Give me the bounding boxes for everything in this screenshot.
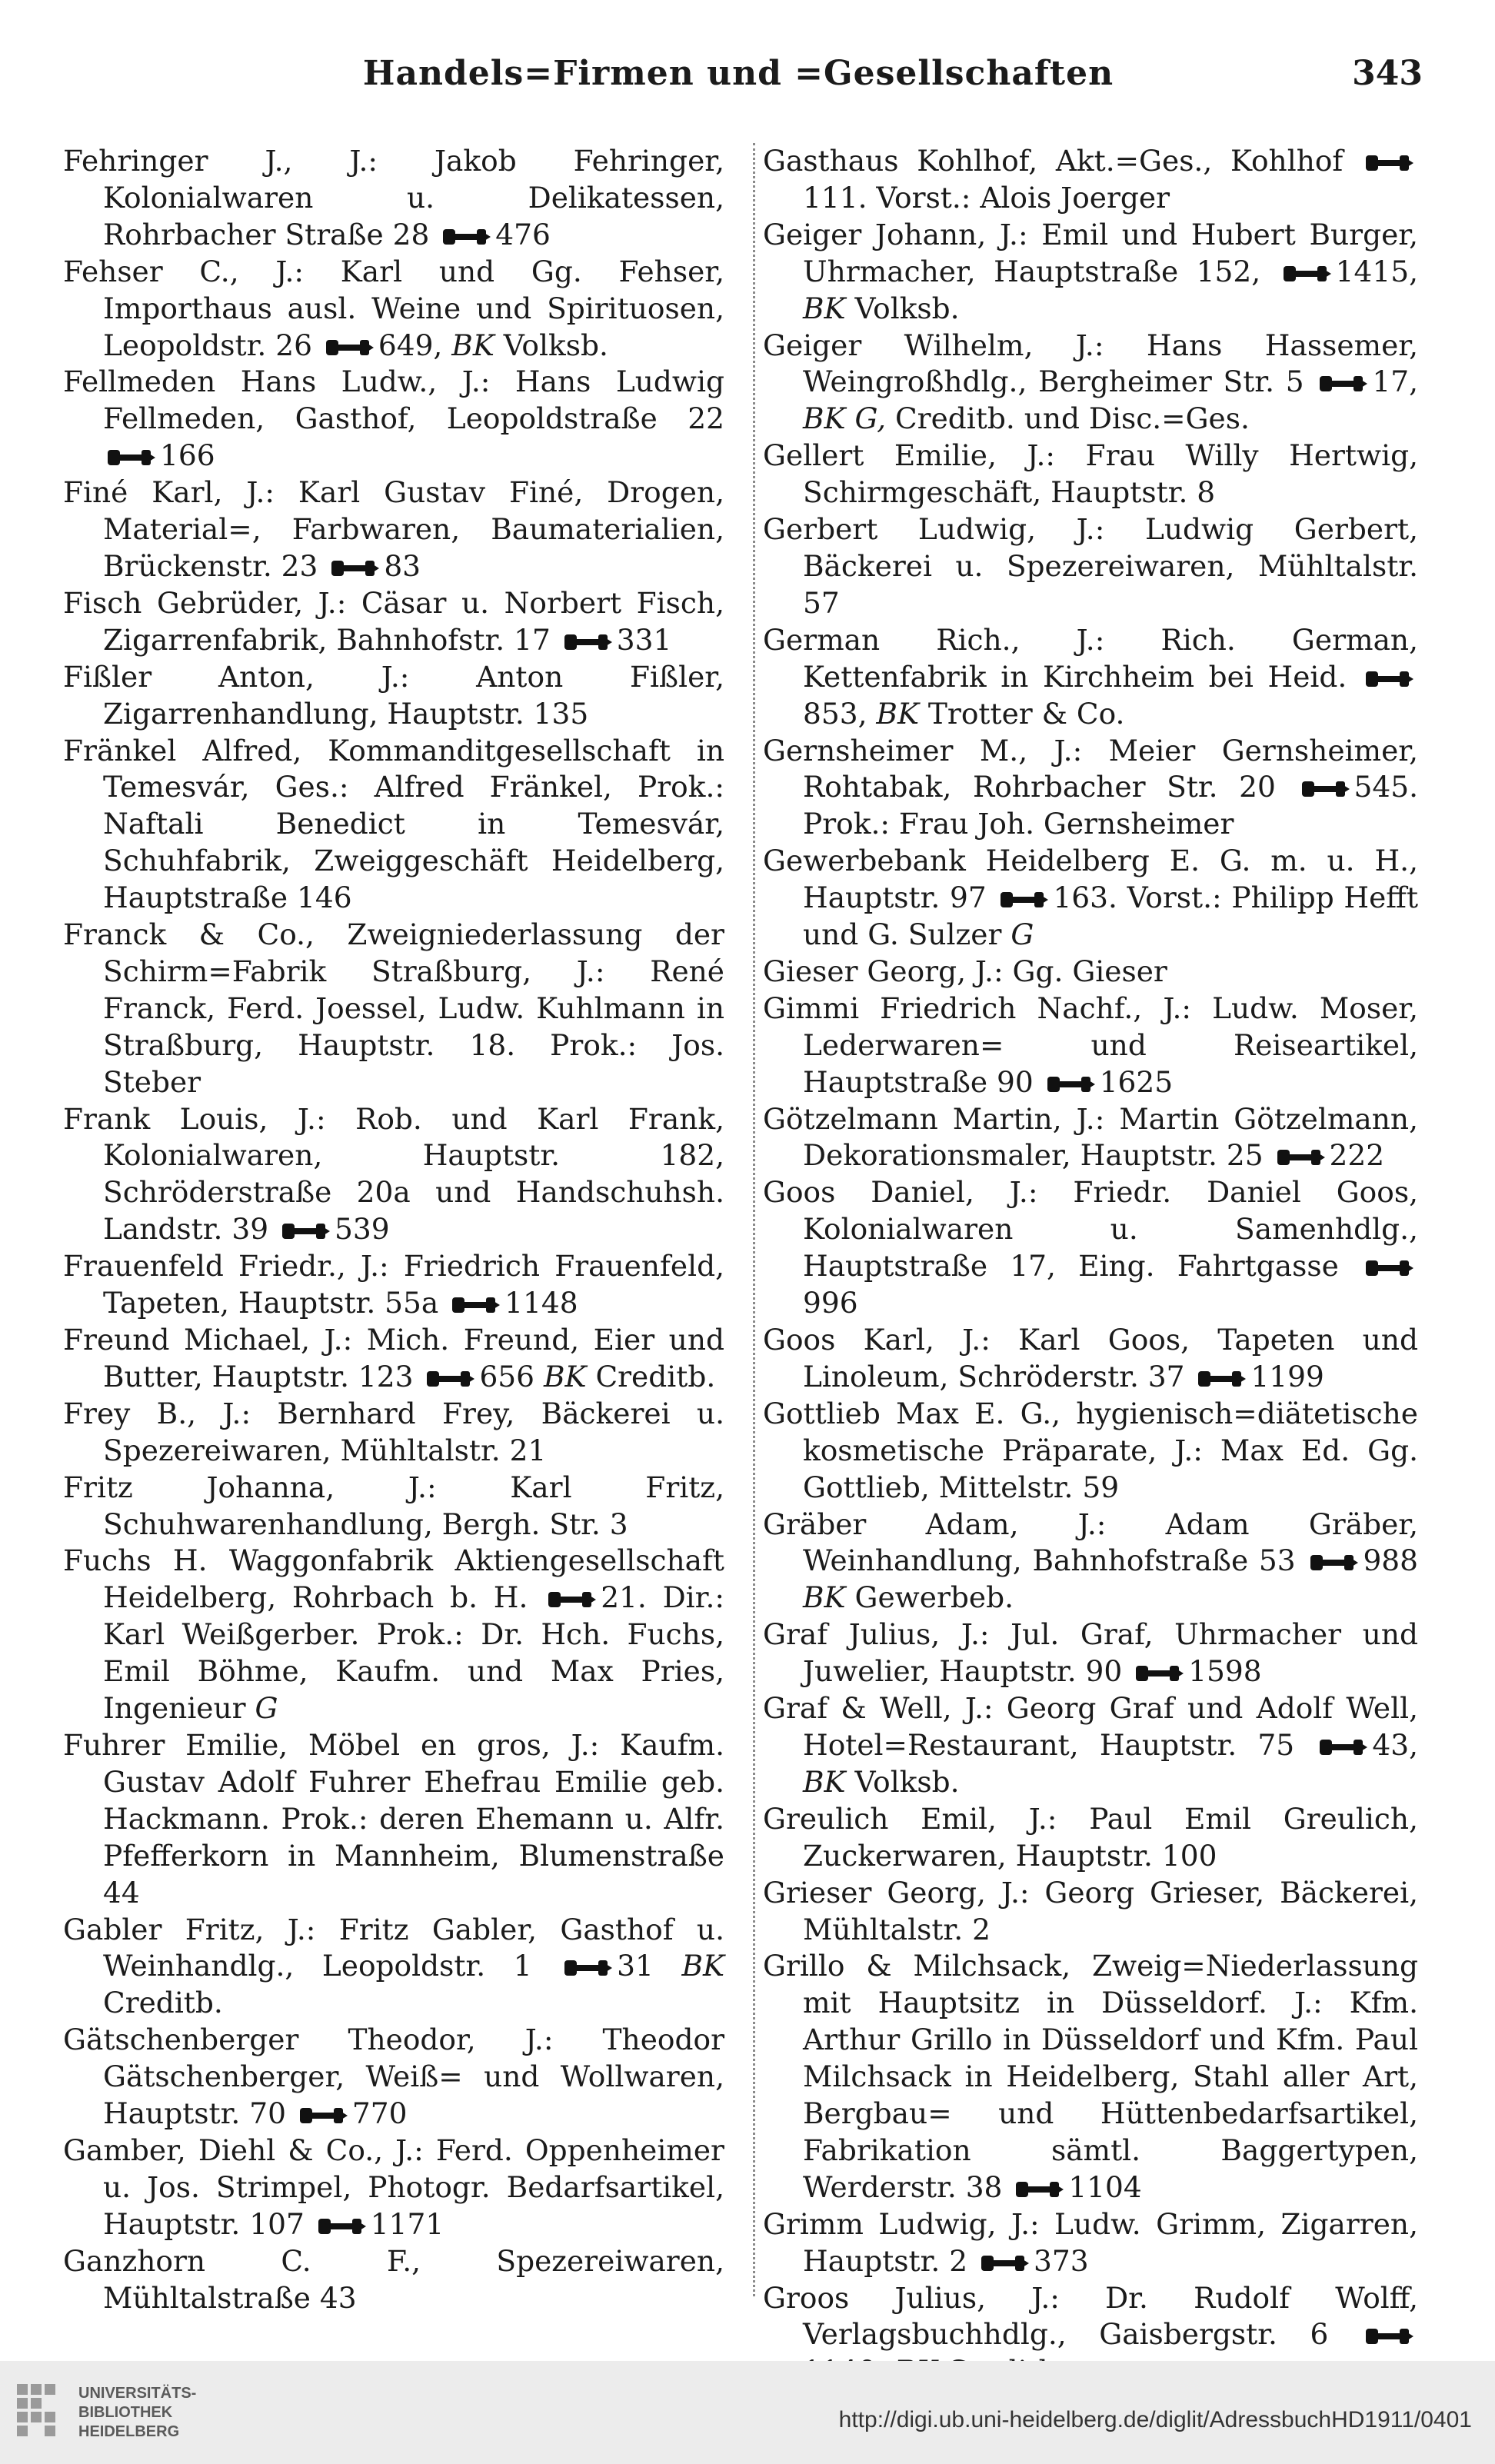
- telephone-icon: [1364, 153, 1415, 173]
- directory-entry: [63, 1396, 724, 1470]
- directory-entry: [763, 328, 1418, 438]
- entry-text: Fränkel Alfred, Kommanditgesellschaft in Temesvár, Ges.: Alfred Fränkel, Prok.: Naftali Benedict in Temesvár, Schuhfabrik, Zweiggeschäft Heidelberg, Hauptstraße 146: [63, 733, 724, 915]
- entry-text-cont: Dir.: Karl Weißgerber. Prok.: Dr. Hch. Fuchs, Emil Böhme, Kaufm. und Max Pries, Ingenieur: [103, 1580, 725, 1726]
- directory-entry: [63, 1543, 724, 1727]
- phone-number: 988: [1363, 1543, 1419, 1578]
- entry-text: Frank Louis, J.: Rob. und Karl Frank, Kolonialwaren, Hauptstr. 182, Schröderstraße 20a und Handschuhsh. Landstr. 39: [63, 1101, 724, 1247]
- telephone-icon: [1276, 1147, 1327, 1167]
- telephone-icon: [330, 558, 381, 578]
- phone-number: 166: [160, 438, 215, 473]
- entry-text: Gieser Georg, J.: Gg. Gieser: [763, 954, 1167, 988]
- entry-text: Groos Julius, J.: Dr. Rudolf Wolff, Verlagsbuchhdlg., Gaisbergstr. 6: [763, 2280, 1418, 2352]
- telephone-icon: [281, 1221, 331, 1241]
- directory-entry: [763, 2206, 1418, 2280]
- entry-text: Greulich Emil, J.: Paul Emil Greulich, Zuckerwaren, Hauptstr. 100: [763, 1801, 1418, 1873]
- telephone-icon: [1046, 1074, 1097, 1094]
- entry-text: Fißler Anton, J.: Anton Fißler, Zigarrenhandlung, Hauptstr. 135: [63, 659, 724, 731]
- telephone-icon: [317, 2216, 368, 2236]
- entry-text: Graf Julius, J.: Jul. Graf, Uhrmacher und Juwelier, Hauptstr. 90: [763, 1617, 1418, 1689]
- entry-text: Gätschenberger Theodor, J.: Theodor Gätschenberger, Weiß= und Wollwaren, Hauptstr. 70: [63, 2023, 724, 2131]
- phone-number: 373: [1034, 2243, 1089, 2278]
- entry-text: Gasthaus Kohlhof, Akt.=Ges., Kohlhof: [763, 144, 1344, 178]
- footer-bar: [0, 2361, 1495, 2464]
- phone-number: 163.: [1053, 881, 1117, 915]
- entry-text-cont: Vorst.: Alois Joerger: [876, 180, 1170, 215]
- entry-text: Goos Karl, J.: Karl Goos, Tapeten und Linoleum, Schröderstr. 37: [763, 1323, 1418, 1393]
- telephone-icon: [1197, 1369, 1247, 1389]
- entry-text: Gernsheimer M., J.: Meier Gernsheimer, Rohtabak, Rohrbacher Str. 20: [763, 733, 1418, 804]
- directory-entry: [763, 622, 1418, 733]
- phone-number: 1148: [504, 1286, 578, 1320]
- telephone-icon: [1318, 1737, 1369, 1757]
- telephone-icon: [298, 2106, 349, 2126]
- directory-entry: [763, 733, 1418, 844]
- directory-entry: [63, 254, 724, 365]
- telephone-icon: [547, 1590, 598, 1610]
- directory-entry: [63, 1322, 724, 1396]
- phone-number: 853,: [803, 696, 867, 731]
- page-header: [54, 54, 1423, 108]
- phone-number: 43,: [1372, 1727, 1419, 1762]
- entry-text-cont: Creditb.: [103, 1986, 223, 2020]
- phone-number: 539: [335, 1212, 390, 1247]
- bank-code: BK: [803, 1580, 846, 1615]
- source-url[interactable]: http://digi.ub.uni-heidelberg.de/diglit/AdressbuchHD1911/0401: [838, 2407, 1472, 2432]
- entry-text-cont: Creditb.: [595, 1359, 716, 1393]
- directory-entry: [63, 143, 724, 254]
- entry-text: Frauenfeld Friedr., J.: Friedrich Frauenfeld, Tapeten, Hauptstr. 55a: [63, 1249, 724, 1320]
- library-name-line: BIBLIOTHEK: [78, 2404, 173, 2421]
- left-column: [63, 143, 725, 2315]
- bank-code: BK: [803, 1764, 846, 1799]
- library-name-line: HEIDELBERG: [78, 2423, 180, 2440]
- entry-text: Geiger Wilhelm, J.: Hans Hassemer, Weingroßhdlg., Bergheimer Str. 5: [763, 328, 1418, 399]
- entry-text: Gewerbebank Heidelberg E. G. m. u. H., Hauptstr. 97: [763, 844, 1418, 915]
- directory-entry: [763, 438, 1418, 511]
- directory-entry: [63, 733, 724, 917]
- entry-text: Fellmeden Hans Ludw., J.: Hans Ludwig Fellmeden, Gasthof, Leopoldstraße 22: [63, 365, 724, 436]
- telephone-icon: [1364, 1258, 1415, 1278]
- directory-entry: [63, 1248, 724, 1322]
- telephone-icon: [980, 2253, 1031, 2273]
- entry-text: Götzelmann Martin, J.: Martin Götzelmann, Dekorationsmaler, Hauptstr. 25: [763, 1101, 1418, 1173]
- directory-entry: [63, 474, 724, 585]
- telephone-icon: [1364, 2326, 1415, 2346]
- directory-entry: [763, 1507, 1418, 1617]
- phone-number: 476: [495, 217, 551, 251]
- right-column: [763, 143, 1419, 2352]
- directory-entry: [63, 585, 724, 659]
- telephone-icon: [325, 338, 375, 358]
- page-number: 343: [1352, 54, 1423, 93]
- entry-text: Freund Michael, J.: Mich. Freund, Eier und Butter, Hauptstr. 123: [63, 1323, 724, 1393]
- entry-text: Graf & Well, J.: Georg Graf und Adolf Well, Hotel=Restaurant, Hauptstr. 75: [763, 1691, 1418, 1762]
- directory-entry: [63, 2022, 724, 2133]
- entry-text: Gräber Adam, J.: Adam Gräber, Weinhandlung, Bahnhofstraße 53: [763, 1507, 1418, 1578]
- directory-entry: [63, 2243, 724, 2317]
- directory-entry: [63, 1470, 724, 1543]
- entry-text: Gellert Emilie, J.: Frau Willy Hertwig, Schirmgeschäft, Hauptstr. 8: [763, 438, 1418, 510]
- phone-number: 1104: [1068, 2169, 1142, 2204]
- phone-number: 545.: [1353, 770, 1418, 804]
- phone-number: 1625: [1099, 1064, 1174, 1099]
- entry-text: Fehringer J., J.: Jakob Fehringer, Kolonialwaren u. Delikatessen, Rohrbacher Straße 28: [63, 144, 724, 251]
- directory-entry: [63, 1727, 724, 1912]
- column-divider: [753, 143, 755, 2296]
- phone-number: 1199: [1250, 1359, 1324, 1393]
- bank-code: BK: [803, 291, 846, 325]
- entry-text-cont: Volksb.: [503, 328, 608, 362]
- entry-text: Fuhrer Emilie, Möbel en gros, J.: Kaufm. Gustav Adolf Fuhrer Ehefrau Emilie geb. Hackmann. Prok.: deren Ehemann u. Alfr. Pfefferkorn in Mannheim, Blumenstraße 44: [63, 1727, 724, 1910]
- directory-entry: [763, 1322, 1418, 1396]
- directory-entry: [763, 143, 1418, 217]
- directory-entry: [63, 2133, 724, 2243]
- entry-text: Grillo & Milchsack, Zweig=Niederlassung mit Hauptsitz in Düsseldorf. J.: Kfm. Arthur Grillo in Düsseldorf und Kfm. Paul Milchsack in Heidelberg, Stahl aller Art, Bergbau= und Hüttenbedarfsartikel, Fabrikation sämtl. Baggertypen, Werderstr. 38: [763, 1949, 1418, 2204]
- telephone-icon: [1134, 1663, 1185, 1683]
- entry-text: Gamber, Diehl & Co., J.: Ferd. Oppenheimer u. Jos. Strimpel, Photogr. Bedarfsartikel, Hauptstr. 107: [63, 2133, 724, 2241]
- directory-entry: [63, 1912, 724, 2023]
- directory-entry: [763, 954, 1418, 991]
- telephone-icon: [999, 890, 1050, 910]
- entry-text-cont: Gewerbeb.: [854, 1580, 1014, 1615]
- entry-text-cont: Prok.: Frau Joh. Gernsheimer: [803, 807, 1234, 841]
- bank-code: BK: [876, 696, 919, 731]
- telephone-icon: [1309, 1553, 1360, 1573]
- entry-text: Fehser C., J.: Karl und Gg. Fehser, Importhaus ausl. Weine und Spirituosen, Leopoldstr. 26: [63, 254, 724, 362]
- bank-code: BK: [451, 328, 494, 362]
- entry-text: Gottlieb Max E. G., hygienisch=diätetische kosmetische Präparate, J.: Max Ed. Gg. Gottlieb, Mittelstr. 59: [763, 1396, 1418, 1504]
- entry-text-cont: Volksb.: [854, 1764, 960, 1799]
- directory-entry: [763, 1617, 1418, 1690]
- directory-entry: [763, 1690, 1418, 1801]
- phone-number: 83: [384, 548, 421, 583]
- telephone-icon: [425, 1369, 476, 1389]
- telephone-icon: [1364, 669, 1415, 689]
- directory-entry: [63, 364, 724, 474]
- directory-entry: [763, 1101, 1418, 1175]
- phone-number: 1415,: [1335, 254, 1418, 288]
- directory-entry: [763, 843, 1418, 954]
- entry-text: Finé Karl, J.: Karl Gustav Finé, Drogen, Material=, Farbwaren, Baumaterialien, Brückenstr. 23: [63, 475, 724, 583]
- entry-text: Grieser Georg, J.: Georg Grieser, Bäckerei, Mühltalstr. 2: [763, 1875, 1418, 1946]
- bank-code: BK: [543, 1359, 587, 1393]
- telephone-icon: [106, 448, 157, 468]
- entry-text-cont: Vorst.: Philipp Hefft und G. Sulzer: [803, 881, 1419, 952]
- entry-text: Fuchs H. Waggonfabrik Aktiengesellschaft Heidelberg, Rohrbach b. H.: [63, 1543, 724, 1615]
- bank-code: BK: [681, 1949, 725, 1983]
- library-name: [78, 2384, 196, 2442]
- entry-text: German Rich., J.: Rich. German, Kettenfabrik in Kirchheim bei Heid.: [763, 622, 1418, 694]
- bank-code: BK G,: [803, 401, 887, 436]
- directory-entry: [63, 917, 724, 1101]
- entry-text: Ganzhorn C. F., Spezereiwaren, Mühltalstraße 43: [63, 2243, 724, 2315]
- directory-entry: [763, 1801, 1418, 1875]
- phone-number: 17,: [1372, 365, 1418, 399]
- entry-text: Gerbert Ludwig, J.: Ludwig Gerbert, Bäckerei u. Spezereiwaren, Mühltalstr. 57: [763, 512, 1418, 620]
- page-title: Handels=Firmen und =Gesellschaften: [362, 54, 1114, 93]
- directory-entry: [763, 511, 1418, 622]
- entry-text-cont: Volksb.: [854, 291, 960, 325]
- entry-text-cont: Creditb. und Disc.=Ges.: [894, 401, 1250, 436]
- telephone-icon: [1318, 374, 1369, 394]
- directory-entry: [763, 1396, 1418, 1507]
- directory-entry: [763, 1875, 1418, 1949]
- entry-text: Franck & Co., Zweigniederlassung der Schirm=Fabrik Straßburg, J.: René Franck, Ferd. Joessel, Ludw. Kuhlmann in Straßburg, Hauptstr. 18. Prok.: Jos. Steber: [63, 917, 724, 1099]
- entry-text: Geiger Johann, J.: Emil und Hubert Burger, Uhrmacher, Hauptstraße 152,: [763, 217, 1418, 288]
- phone-number: 1171: [370, 2206, 445, 2241]
- phone-number: 656: [479, 1359, 535, 1393]
- trade-mark-code: G: [1011, 917, 1034, 952]
- entry-text: Fisch Gebrüder, J.: Cäsar u. Norbert Fisch, Zigarrenfabrik, Bahnhofstr. 17: [63, 585, 724, 657]
- phone-number: 649,: [378, 328, 443, 362]
- telephone-icon: [1282, 264, 1333, 284]
- directory-entry: [63, 659, 724, 733]
- telephone-icon: [1014, 2179, 1065, 2199]
- phone-number: 21.: [601, 1580, 647, 1615]
- entry-text: Fritz Johanna, J.: Karl Fritz, Schuhwarenhandlung, Bergh. Str. 3: [63, 1470, 724, 1541]
- directory-entry: [763, 217, 1418, 328]
- phone-number: 1598: [1188, 1654, 1262, 1689]
- entry-text: Gabler Fritz, J.: Fritz Gabler, Gasthof u. Weinhandlg., Leopoldstr. 1: [63, 1912, 724, 1983]
- entry-text: Gimmi Friedrich Nachf., J.: Ludw. Moser, Lederwaren= und Reiseartikel, Hauptstraße 90: [763, 991, 1418, 1099]
- directory-entry: [63, 1101, 724, 1249]
- entry-text: Goos Daniel, J.: Friedr. Daniel Goos, Kolonialwaren u. Samenhdlg., Hauptstraße 17, Eing. Fahrtgasse: [763, 1175, 1418, 1284]
- directory-entry: [763, 1948, 1418, 2206]
- library-name-line: UNIVERSITÄTS-: [78, 2385, 197, 2402]
- directory-entry: [763, 991, 1418, 1101]
- telephone-icon: [1300, 779, 1351, 799]
- phone-number: 331: [616, 622, 672, 657]
- telephone-icon: [563, 632, 614, 652]
- trade-mark-code: G: [255, 1691, 278, 1726]
- phone-number: 996: [803, 1286, 858, 1320]
- entry-text: Frey B., J.: Bernhard Frey, Bäckerei u. Spezereiwaren, Mühltalstr. 21: [63, 1396, 724, 1467]
- entry-text: Grimm Ludwig, J.: Ludw. Grimm, Zigarren, Hauptstr. 2: [763, 2206, 1418, 2278]
- telephone-icon: [451, 1295, 501, 1315]
- library-logo-icon: [14, 2381, 69, 2446]
- entry-text-cont: Trotter & Co.: [927, 696, 1125, 731]
- phone-number: 222: [1329, 1138, 1385, 1173]
- telephone-icon: [441, 227, 492, 247]
- phone-number: 770: [351, 2096, 408, 2131]
- phone-number: 111.: [803, 180, 867, 215]
- directory-entry: [763, 1174, 1418, 1322]
- phone-number: 31: [617, 1949, 654, 1983]
- telephone-icon: [563, 1958, 614, 1978]
